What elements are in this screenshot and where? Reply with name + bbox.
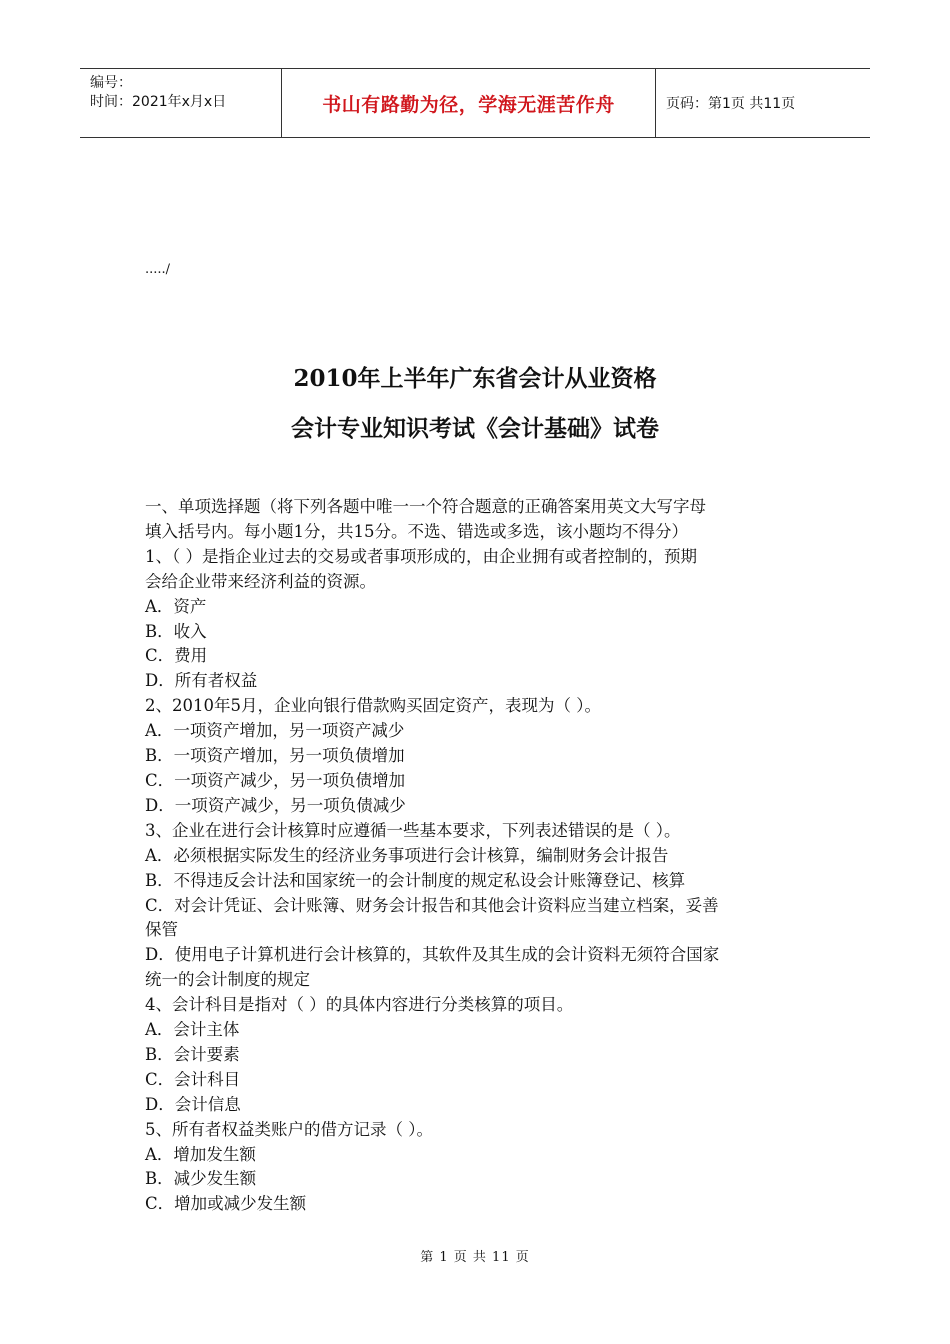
- page-mark: ...../: [145, 262, 171, 277]
- text-line: A．资产: [145, 596, 207, 616]
- text-line: C．费用: [145, 646, 208, 666]
- text-line: A．会计主体: [145, 1020, 240, 1040]
- text-line: 3、企业在进行会计核算时应遵循一些基本要求，下列表述错误的是（ ）。: [145, 820, 681, 840]
- text-line: 保管: [145, 920, 178, 940]
- text-line: C．增加或减少发生额: [145, 1194, 307, 1214]
- text-line: 4、会计科目是指对（ ）的具体内容进行分类核算的项目。: [145, 995, 574, 1015]
- text-line: 5、所有者权益类账户的借方记录（ ）。: [145, 1119, 433, 1139]
- text-line: B．一项资产增加，另一项负债增加: [145, 746, 405, 766]
- text-line: A．一项资产增加，另一项资产减少: [145, 721, 405, 741]
- text-line: B．减少发生额: [145, 1169, 257, 1189]
- document-title-line2: 会计专业知识考试《会计基础》试卷: [291, 415, 659, 442]
- text-line: 统一的会计制度的规定: [145, 970, 310, 990]
- text-line: D．所有者权益: [145, 671, 258, 691]
- text-line: D．使用电子计算机进行会计核算的，其软件及其生成的会计资料无须符合国家: [145, 945, 720, 965]
- header-meta: [80, 69, 281, 137]
- page-footer: 第 1 页 共 11 页: [420, 1250, 530, 1265]
- text-line: C．一项资产减少，另一项负债增加: [145, 770, 406, 790]
- text-line: B．收入: [145, 621, 207, 641]
- text-line: 2、2010年5月，企业向银行借款购买固定资产，表现为（ ）。: [145, 696, 601, 716]
- text-line: A．增加发生额: [145, 1144, 256, 1164]
- text-line: 会给企业带来经济利益的资源。: [145, 571, 376, 591]
- header-motto: 书山有路勤为径，学海无涯苦作舟: [281, 69, 656, 137]
- text-line: B．会计要素: [145, 1044, 240, 1064]
- text-line: A．必须根据实际发生的经济业务事项进行会计核算，编制财务会计报告: [145, 845, 669, 865]
- exam-content: [145, 495, 815, 1217]
- time-label: 时间：2021年x月x日: [90, 94, 227, 110]
- header-page-info: 页码：第1页 共11页: [666, 96, 796, 112]
- text-line: B．不得违反会计法和国家统一的会计制度的规定私设会计账簿登记、核算: [145, 870, 686, 890]
- page-header: [80, 68, 870, 138]
- text-line: 1、（ ）是指企业过去的交易或者事项形成的，由企业拥有或者控制的，预期: [145, 546, 697, 566]
- text-line: C．对会计凭证、会计账簿、财务会计报告和其他会计资料应当建立档案，妥善: [145, 895, 719, 915]
- text-line: 填入括号内。每小题1分，共15分。不选、错选或多选，该小题均不得分）: [145, 521, 688, 541]
- document-title-line1: 2010年上半年广东省会计从业资格: [293, 365, 657, 392]
- text-line: D．一项资产减少，另一项负债减少: [145, 795, 406, 815]
- number-label: 编号：: [90, 75, 132, 91]
- text-line: 一、单项选择题（将下列各题中唯一一个符合题意的正确答案用英文大写字母: [145, 497, 706, 516]
- text-line: C．会计科目: [145, 1069, 241, 1089]
- text-line: D．会计信息: [145, 1094, 241, 1114]
